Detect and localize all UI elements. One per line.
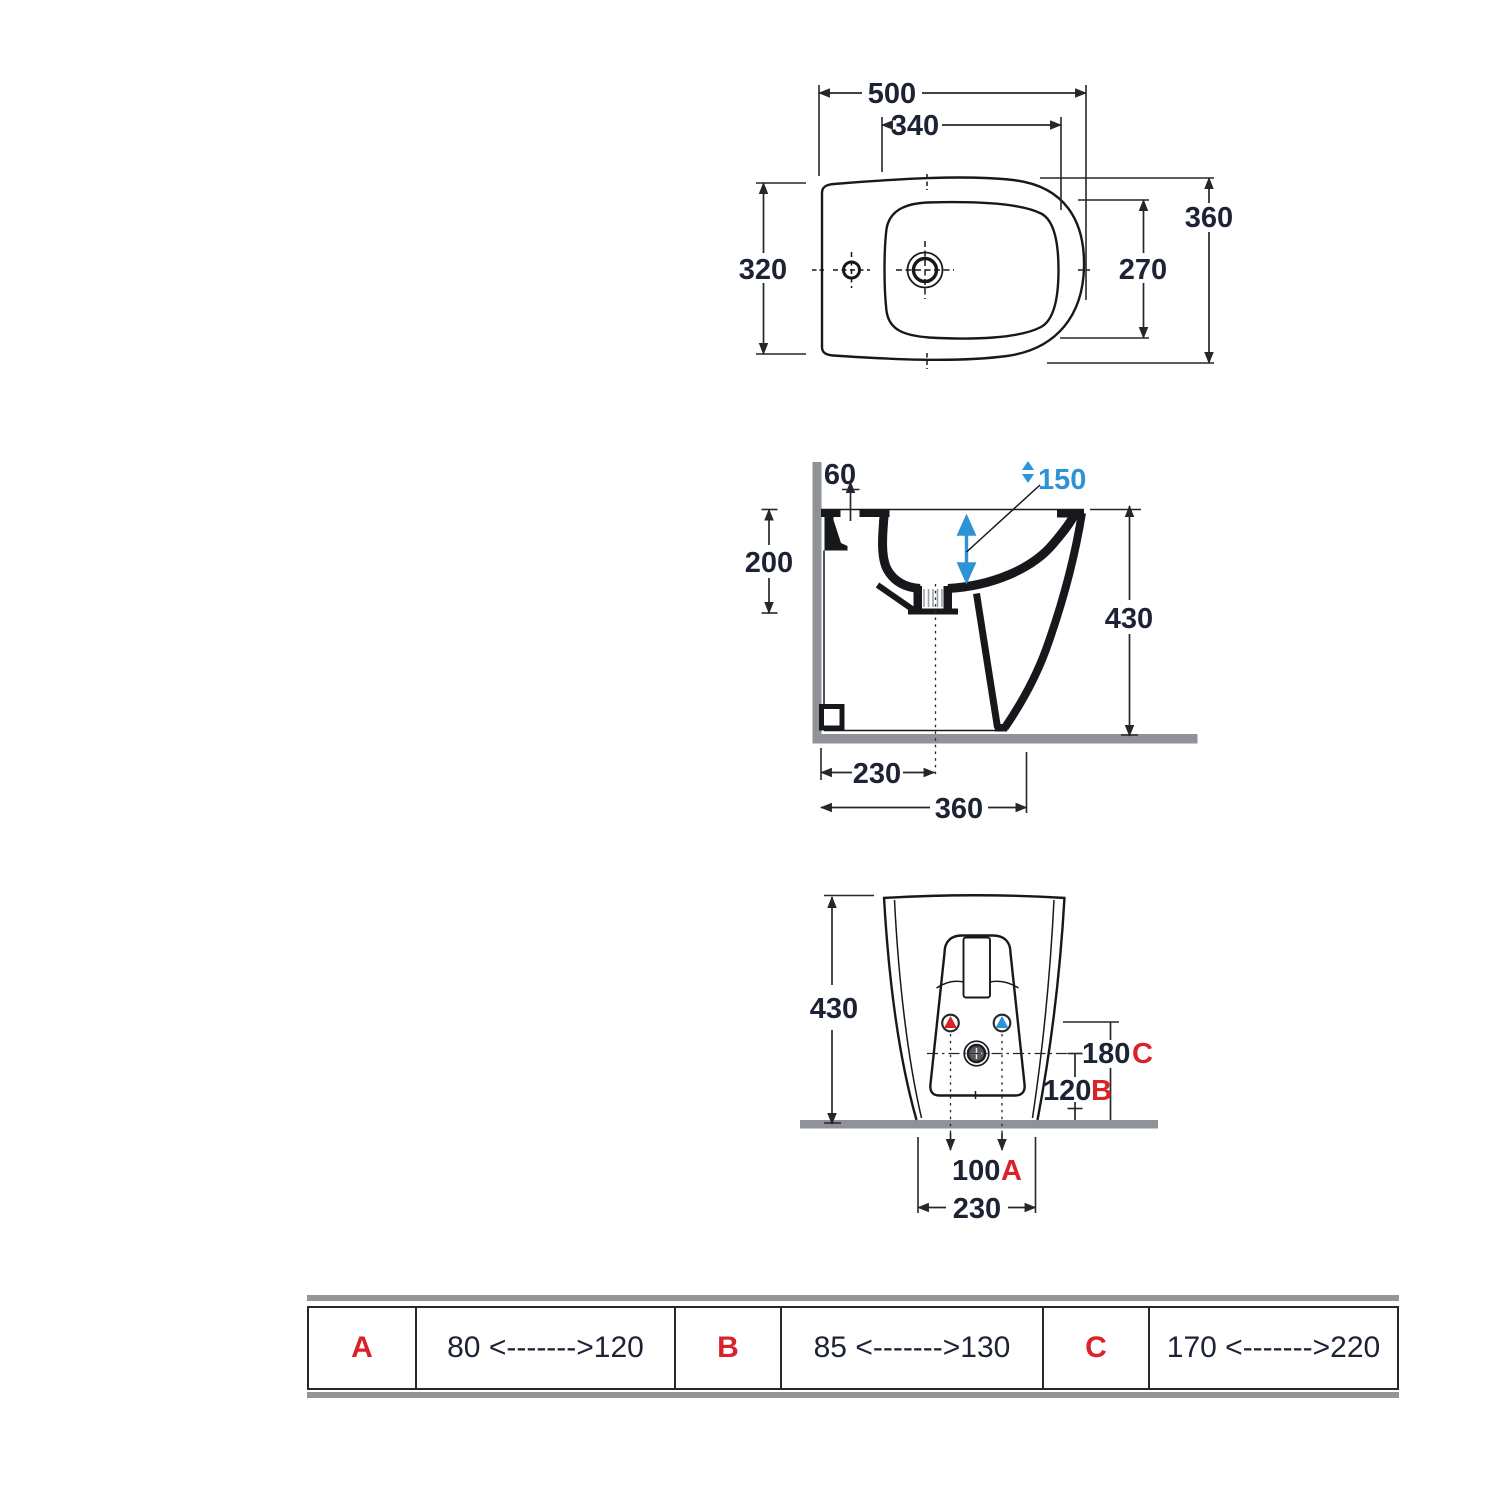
dim-label-200: 200 — [744, 547, 794, 579]
floor-bar-front — [800, 1120, 1158, 1129]
dim-ref-C: C — [1132, 1038, 1153, 1070]
dim-label-360-top: 360 — [1184, 202, 1234, 234]
top-view-outer-rim — [822, 177, 1084, 359]
floor-bar-side — [813, 734, 1198, 744]
dim-label-230-side: 230 — [852, 758, 902, 790]
drain-hatch — [924, 589, 942, 607]
table-range-a: 80 <------->120 — [415, 1308, 674, 1388]
dim-label-500: 500 — [867, 78, 917, 110]
dim-top-left-depth — [739, 183, 806, 354]
table-range-b: 85 <------->130 — [780, 1308, 1042, 1388]
dim-label-120: 120 — [1043, 1075, 1092, 1107]
wall-bar — [813, 462, 822, 743]
table-ref-b: B — [674, 1308, 780, 1388]
dim-side-wall-to-drain — [821, 748, 935, 790]
dim-label-180: 180 — [1082, 1038, 1131, 1070]
dim-side-height — [1090, 506, 1153, 736]
table-bottom-rule — [307, 1392, 1399, 1398]
dim-label-430-side: 430 — [1104, 603, 1154, 635]
dim-label-360-side: 360 — [934, 793, 984, 825]
dim-label-340: 340 — [890, 110, 940, 142]
dim-ref-B: B — [1091, 1075, 1112, 1107]
dim-label-60: 60 — [823, 459, 857, 491]
dim-label-230-front: 230 — [952, 1193, 1002, 1225]
dim-label-100: 100 — [952, 1155, 1001, 1187]
table-range-c: 170 <------->220 — [1148, 1308, 1397, 1388]
dim-label-430-front: 430 — [809, 993, 859, 1025]
dim-label-150: 150 — [1038, 464, 1087, 496]
dim-side-rim-to-trap — [745, 510, 793, 614]
dim-label-270: 270 — [1118, 254, 1168, 286]
table-ref-a: A — [351, 1331, 373, 1364]
updown-arrow-icon — [1022, 461, 1034, 483]
dim-label-320: 320 — [738, 254, 788, 286]
overflow-slot — [964, 938, 991, 998]
side-view — [745, 459, 1198, 825]
adjustment-range-table — [307, 1306, 1399, 1390]
table-ref-c: C — [1042, 1308, 1148, 1388]
top-view — [739, 78, 1233, 369]
fixing-hole-icon — [822, 707, 843, 729]
dim-ref-A: A — [1001, 1155, 1022, 1187]
table-top-rule — [307, 1295, 1399, 1301]
dim-front-height — [810, 896, 874, 1125]
dim-front-inlet-spacing — [951, 1133, 1023, 1187]
dim-top-inner-width — [882, 110, 1061, 210]
front-view — [800, 895, 1158, 1225]
